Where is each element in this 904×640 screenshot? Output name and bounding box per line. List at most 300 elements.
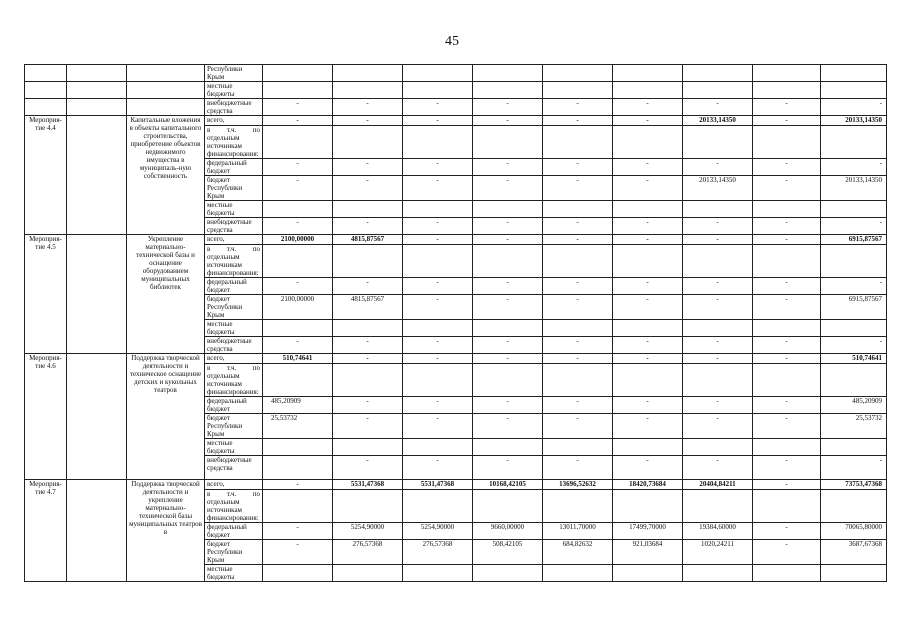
cell-code: Мероприя-тие 4.7 [25, 480, 67, 582]
source-text: Крым [207, 556, 225, 564]
cell-value: 5254,90000 [403, 523, 473, 540]
source-text: внебюджетные [207, 99, 252, 107]
source-text: Крым [207, 311, 225, 319]
cell-value: - [753, 523, 821, 540]
cell-value [333, 65, 403, 82]
cell-value: - [473, 99, 543, 116]
cell-value [263, 456, 333, 480]
cell-value: - [403, 414, 473, 439]
cell-value: - [753, 159, 821, 176]
cell-value: - [821, 456, 887, 480]
cell-value: - [473, 295, 543, 320]
cell-value: 25,53732 [821, 414, 887, 439]
cell-source [205, 99, 263, 116]
cell-value: - [753, 414, 821, 439]
budget-table [24, 64, 887, 582]
cell-value: - [753, 397, 821, 414]
cell-value: - [333, 159, 403, 176]
cell-value: - [543, 337, 613, 354]
cell-value [473, 82, 543, 99]
cell-source [205, 82, 263, 99]
cell-value: - [473, 456, 543, 480]
cell-value: 485,20909 [263, 397, 333, 414]
cell-code: Мероприя-тие 4.4 [25, 116, 67, 235]
cell-value: - [613, 414, 683, 439]
cell-value [613, 201, 683, 218]
cell-value [613, 245, 683, 278]
cell-value: - [473, 354, 543, 364]
source-text: всего, [207, 116, 225, 124]
cell-value [543, 439, 613, 456]
source-text: бюджет [207, 167, 230, 175]
cell-value: - [333, 218, 403, 235]
cell-value [613, 82, 683, 99]
cell-value [403, 439, 473, 456]
cell-value: 684,82632 [543, 540, 613, 565]
cell-value: - [333, 456, 403, 480]
cell-value: - [613, 116, 683, 126]
cell-value: - [543, 354, 613, 364]
cell-source [205, 364, 263, 397]
cell-value [473, 126, 543, 159]
cell-value: 510,74641 [263, 354, 333, 364]
cell-value [333, 245, 403, 278]
cell-source [205, 159, 263, 176]
cell-value: - [333, 278, 403, 295]
source-text: местные [207, 439, 233, 447]
cell-value: - [403, 397, 473, 414]
cell-value [543, 565, 613, 582]
cell-value [263, 490, 333, 523]
cell-value: 6915,87567 [821, 235, 887, 245]
cell-name [127, 82, 205, 99]
cell-value: - [263, 278, 333, 295]
cell-value [821, 490, 887, 523]
cell-value: - [543, 295, 613, 320]
cell-value: - [263, 480, 333, 490]
source-text: всего, [207, 480, 225, 488]
cell-value [821, 65, 887, 82]
cell-source [205, 116, 263, 126]
cell-value: - [473, 337, 543, 354]
cell-value [543, 245, 613, 278]
cell-value: - [683, 159, 753, 176]
cell-value [473, 65, 543, 82]
cell-value: - [333, 414, 403, 439]
source-text: Крым [207, 73, 225, 81]
cell-value: - [753, 295, 821, 320]
cell-value: 485,20909 [821, 397, 887, 414]
cell-source [205, 126, 263, 159]
source-text: Республики [207, 548, 243, 556]
cell-value [753, 65, 821, 82]
cell-value: - [683, 218, 753, 235]
source-text: бюджет [207, 176, 230, 184]
cell-value [821, 439, 887, 456]
cell-blank [67, 65, 127, 82]
cell-value: - [821, 218, 887, 235]
cell-source [205, 397, 263, 414]
source-text: в т.ч. по отдельным источникам финансирования: [207, 245, 260, 277]
cell-value [333, 201, 403, 218]
cell-value: - [753, 278, 821, 295]
source-text: в т.ч. по отдельным источникам финансирования: [207, 126, 260, 158]
cell-value: 921,03684 [613, 540, 683, 565]
table-row [25, 65, 887, 82]
cell-value: - [683, 456, 753, 480]
cell-value [333, 490, 403, 523]
cell-value [263, 126, 333, 159]
cell-source [205, 480, 263, 490]
cell-name: Поддержка творческой деятельности и укрепление материально-технической базы муниципальных театров в [127, 480, 205, 582]
cell-source [205, 565, 263, 582]
cell-value [333, 82, 403, 99]
cell-value [821, 201, 887, 218]
cell-value [613, 320, 683, 337]
source-text: местные [207, 565, 233, 573]
cell-source [205, 414, 263, 439]
source-text: внебюджетные [207, 218, 252, 226]
cell-value: - [753, 337, 821, 354]
source-text: Республики [207, 65, 243, 73]
cell-value [753, 126, 821, 159]
cell-value: - [613, 99, 683, 116]
cell-value: - [333, 337, 403, 354]
cell-value [753, 439, 821, 456]
cell-value: - [473, 159, 543, 176]
cell-value [683, 245, 753, 278]
cell-value: 25,53732 [263, 414, 333, 439]
cell-value: 18420,73684 [613, 480, 683, 490]
cell-value: - [263, 337, 333, 354]
source-text: бюджет [207, 540, 230, 548]
cell-blank [67, 82, 127, 99]
table-row [25, 235, 887, 245]
cell-code: Мероприя-тие 4.5 [25, 235, 67, 354]
cell-value: - [683, 397, 753, 414]
source-text: средства [207, 345, 233, 353]
cell-value: - [543, 397, 613, 414]
source-text: федеральный [207, 397, 247, 405]
cell-value: - [473, 218, 543, 235]
cell-value: - [821, 337, 887, 354]
cell-name [127, 99, 205, 116]
cell-value [263, 82, 333, 99]
cell-value [683, 201, 753, 218]
cell-source [205, 295, 263, 320]
cell-value [543, 201, 613, 218]
cell-value: 508,42105 [473, 540, 543, 565]
cell-code: Мероприя-тие 4.6 [25, 354, 67, 480]
cell-value: - [683, 295, 753, 320]
cell-value: - [753, 235, 821, 245]
source-text: всего, [207, 354, 225, 362]
cell-value [263, 201, 333, 218]
cell-value: - [473, 397, 543, 414]
cell-value: - [613, 159, 683, 176]
cell-value: - [543, 414, 613, 439]
source-text: бюджет [207, 531, 230, 539]
table-row [25, 480, 887, 490]
source-text: федеральный [207, 523, 247, 531]
cell-value [473, 565, 543, 582]
cell-value: 73753,47368 [821, 480, 887, 490]
cell-value [473, 320, 543, 337]
cell-value: - [683, 414, 753, 439]
cell-value [543, 320, 613, 337]
source-text: федеральный [207, 278, 247, 286]
cell-value: - [473, 414, 543, 439]
cell-value: - [403, 337, 473, 354]
source-text: бюджеты [207, 328, 235, 336]
cell-value: 19384,60000 [683, 523, 753, 540]
cell-value [683, 490, 753, 523]
cell-value: - [263, 540, 333, 565]
cell-value [683, 364, 753, 397]
cell-value: 17499,70000 [613, 523, 683, 540]
cell-value: 2100,00000 [263, 295, 333, 320]
cell-value: - [403, 218, 473, 235]
cell-value: - [403, 116, 473, 126]
cell-value [403, 565, 473, 582]
cell-value [821, 320, 887, 337]
cell-source [205, 201, 263, 218]
cell-value: - [403, 176, 473, 201]
page-number: 45 [445, 34, 459, 49]
cell-value [613, 364, 683, 397]
source-text: бюджеты [207, 447, 235, 455]
cell-value [263, 245, 333, 278]
cell-value: - [333, 116, 403, 126]
cell-value: 13696,52632 [543, 480, 613, 490]
cell-value [683, 82, 753, 99]
table-body [25, 65, 887, 582]
cell-value [683, 439, 753, 456]
cell-value: - [543, 235, 613, 245]
cell-value: 2100,00000 [263, 235, 333, 245]
cell-value: - [543, 99, 613, 116]
cell-value [613, 126, 683, 159]
source-text: бюджет [207, 405, 230, 413]
cell-value: - [403, 159, 473, 176]
cell-value: - [333, 397, 403, 414]
cell-source [205, 490, 263, 523]
cell-value: 20133,14350 [683, 176, 753, 201]
cell-source [205, 337, 263, 354]
cell-value [753, 245, 821, 278]
cell-blank [67, 480, 127, 582]
cell-source [205, 235, 263, 245]
cell-code [25, 82, 67, 99]
cell-value [473, 245, 543, 278]
cell-code [25, 65, 67, 82]
cell-value: 10168,42105 [473, 480, 543, 490]
cell-source [205, 540, 263, 565]
cell-source [205, 176, 263, 201]
cell-value [263, 565, 333, 582]
cell-source [205, 523, 263, 540]
cell-value: - [263, 159, 333, 176]
cell-value: - [613, 176, 683, 201]
cell-value [543, 65, 613, 82]
source-text: внебюджетные [207, 337, 252, 345]
source-text: Крым [207, 430, 225, 438]
source-text: Крым [207, 192, 225, 200]
source-text: в т.ч. по отдельным источникам финансирования: [207, 364, 260, 396]
cell-value [753, 364, 821, 397]
cell-name: Поддержка творческой деятельности и техническое оснащение детских и кукольных театров [127, 354, 205, 480]
cell-value: - [683, 99, 753, 116]
cell-blank [67, 116, 127, 235]
cell-value: - [473, 235, 543, 245]
cell-source [205, 320, 263, 337]
cell-value [613, 565, 683, 582]
cell-value: - [753, 354, 821, 364]
source-text: бюджеты [207, 90, 235, 98]
cell-value: 20404,84211 [683, 480, 753, 490]
cell-value: - [403, 99, 473, 116]
cell-value: - [543, 116, 613, 126]
cell-value: - [333, 354, 403, 364]
cell-value: - [403, 456, 473, 480]
cell-source [205, 245, 263, 278]
cell-value: - [473, 116, 543, 126]
cell-value [683, 65, 753, 82]
cell-value [403, 82, 473, 99]
cell-value: 6915,87567 [821, 295, 887, 320]
cell-value [403, 490, 473, 523]
cell-value: - [543, 278, 613, 295]
cell-value [473, 364, 543, 397]
source-text: местные [207, 201, 233, 209]
source-text: в т.ч. по отдельным источникам финансирования: [207, 490, 260, 522]
cell-value [263, 364, 333, 397]
cell-name: Укрепление материально-технической базы и оснащение оборудованием муниципальных библиотек [127, 235, 205, 354]
cell-value [543, 126, 613, 159]
cell-value [333, 364, 403, 397]
cell-value [403, 245, 473, 278]
cell-blank [67, 235, 127, 354]
cell-value: - [333, 176, 403, 201]
source-text: внебюджетные [207, 456, 252, 464]
cell-value: - [543, 456, 613, 480]
source-text: бюджет [207, 286, 230, 294]
cell-value: - [543, 218, 613, 235]
cell-value: - [543, 176, 613, 201]
cell-value: 20133,14350 [683, 116, 753, 126]
source-text: средства [207, 226, 233, 234]
cell-source [205, 439, 263, 456]
cell-value: 4815,87567 [333, 295, 403, 320]
source-text: бюджеты [207, 209, 235, 217]
source-text: Республики [207, 303, 243, 311]
cell-value [403, 364, 473, 397]
cell-value: 13011,70000 [543, 523, 613, 540]
cell-value: - [403, 354, 473, 364]
cell-value: - [263, 116, 333, 126]
cell-value [753, 82, 821, 99]
source-text: средства [207, 464, 233, 472]
source-text: местные [207, 320, 233, 328]
cell-source [205, 456, 263, 480]
cell-value [753, 565, 821, 582]
cell-source [205, 278, 263, 295]
cell-value [613, 65, 683, 82]
source-text: бюджет [207, 295, 230, 303]
cell-value: 20133,14350 [821, 116, 887, 126]
cell-value: - [821, 159, 887, 176]
cell-value: - [821, 99, 887, 116]
cell-source [205, 354, 263, 364]
cell-value: 276,57368 [403, 540, 473, 565]
cell-value: - [753, 99, 821, 116]
cell-value: - [543, 159, 613, 176]
cell-value: - [683, 278, 753, 295]
cell-value [683, 320, 753, 337]
cell-value [821, 364, 887, 397]
cell-code [25, 99, 67, 116]
cell-value: - [753, 218, 821, 235]
cell-name: Капитальные вложения в объекты капитального строительства, приобретение объектов недвижимого имущества в муниципаль-ную собственность [127, 116, 205, 235]
cell-value: 510,74641 [821, 354, 887, 364]
cell-value [821, 126, 887, 159]
cell-value [821, 565, 887, 582]
cell-value [613, 490, 683, 523]
table-row [25, 99, 887, 116]
cell-value [403, 65, 473, 82]
cell-value [821, 245, 887, 278]
cell-value [333, 126, 403, 159]
cell-value: 1020,24211 [683, 540, 753, 565]
cell-value [263, 439, 333, 456]
cell-value [753, 320, 821, 337]
cell-value: - [613, 278, 683, 295]
source-text: всего, [207, 235, 225, 243]
cell-value: 5531,47368 [333, 480, 403, 490]
cell-value: - [403, 278, 473, 295]
table-row [25, 116, 887, 126]
cell-value [753, 201, 821, 218]
cell-value: - [753, 116, 821, 126]
cell-value: 276,57368 [333, 540, 403, 565]
cell-value: - [753, 176, 821, 201]
cell-value: - [753, 480, 821, 490]
cell-value [613, 439, 683, 456]
cell-value [333, 320, 403, 337]
cell-value [543, 82, 613, 99]
cell-value [683, 565, 753, 582]
source-text: местные [207, 82, 233, 90]
cell-value [403, 201, 473, 218]
source-text: средства [207, 107, 233, 115]
cell-value: - [683, 337, 753, 354]
cell-value [753, 490, 821, 523]
cell-value [543, 490, 613, 523]
cell-value [403, 320, 473, 337]
cell-value: - [263, 99, 333, 116]
cell-value: 20133,14350 [821, 176, 887, 201]
cell-value [333, 565, 403, 582]
cell-value: - [753, 540, 821, 565]
cell-value: 70065,80000 [821, 523, 887, 540]
source-text: бюджет [207, 414, 230, 422]
cell-value [263, 65, 333, 82]
cell-value: - [333, 99, 403, 116]
source-text: бюджеты [207, 573, 235, 581]
cell-value: - [821, 278, 887, 295]
cell-value [543, 364, 613, 397]
table-row [25, 82, 887, 99]
